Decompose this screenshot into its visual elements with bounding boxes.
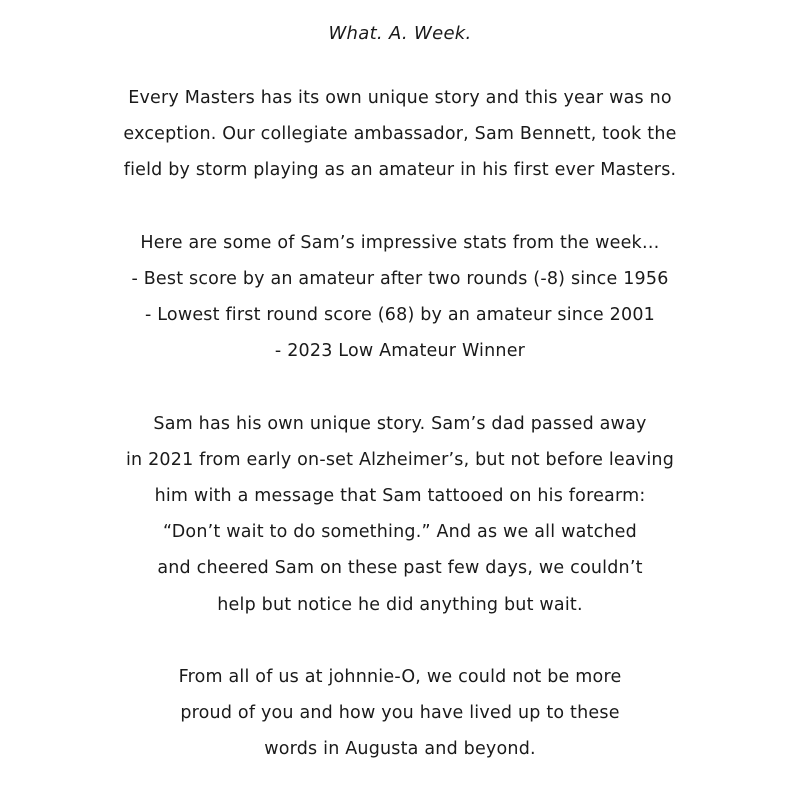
text-line: in 2021 from early on-set Alzheimer’s, but not before leaving	[125, 449, 675, 470]
text-line: proud of you and how you have lived up to these	[180, 703, 620, 724]
text-line: words in Augusta and beyond.	[264, 739, 536, 760]
text-line: exception. Our collegiate ambassador, Sam Bennett, took the	[123, 124, 677, 145]
paragraph-gap	[0, 189, 800, 225]
text-line: Every Masters has its own unique story and this year was no	[128, 88, 672, 108]
stat-item: - 2023 Low Amateur Winner	[274, 341, 526, 362]
paragraph-intro	[0, 80, 800, 189]
text-line: “Don’t wait to do something.” And as we all watched	[163, 522, 637, 543]
text-line: him with a message that Sam tattooed on his forearm:	[154, 486, 646, 507]
paragraph-stats	[0, 225, 800, 370]
stat-item: - Best score by an amateur after two rounds (-8) since 1956	[131, 268, 669, 289]
stat-item: - Lowest first round score (68) by an amateur since 2001	[145, 305, 655, 326]
text-line: field by storm playing as an amateur in his first ever Masters.	[123, 160, 677, 181]
paragraph-closing	[0, 659, 800, 768]
text-line: From all of us at johnnie-O, we could not be more	[178, 667, 622, 687]
paragraph-gap	[0, 370, 800, 406]
text-line: Here are some of Sam’s impressive stats from the week…	[140, 232, 660, 253]
paragraph-story	[0, 406, 800, 623]
paragraph-gap	[0, 623, 800, 659]
text-line: help but notice he did anything but wait.	[217, 594, 583, 615]
text-line: and cheered Sam on these past few days, we couldn’t	[157, 558, 643, 579]
text-line: Sam has his own unique story. Sam’s dad passed away	[153, 413, 647, 434]
page-title: What. A. Week.	[328, 23, 472, 44]
body-text	[0, 80, 800, 768]
